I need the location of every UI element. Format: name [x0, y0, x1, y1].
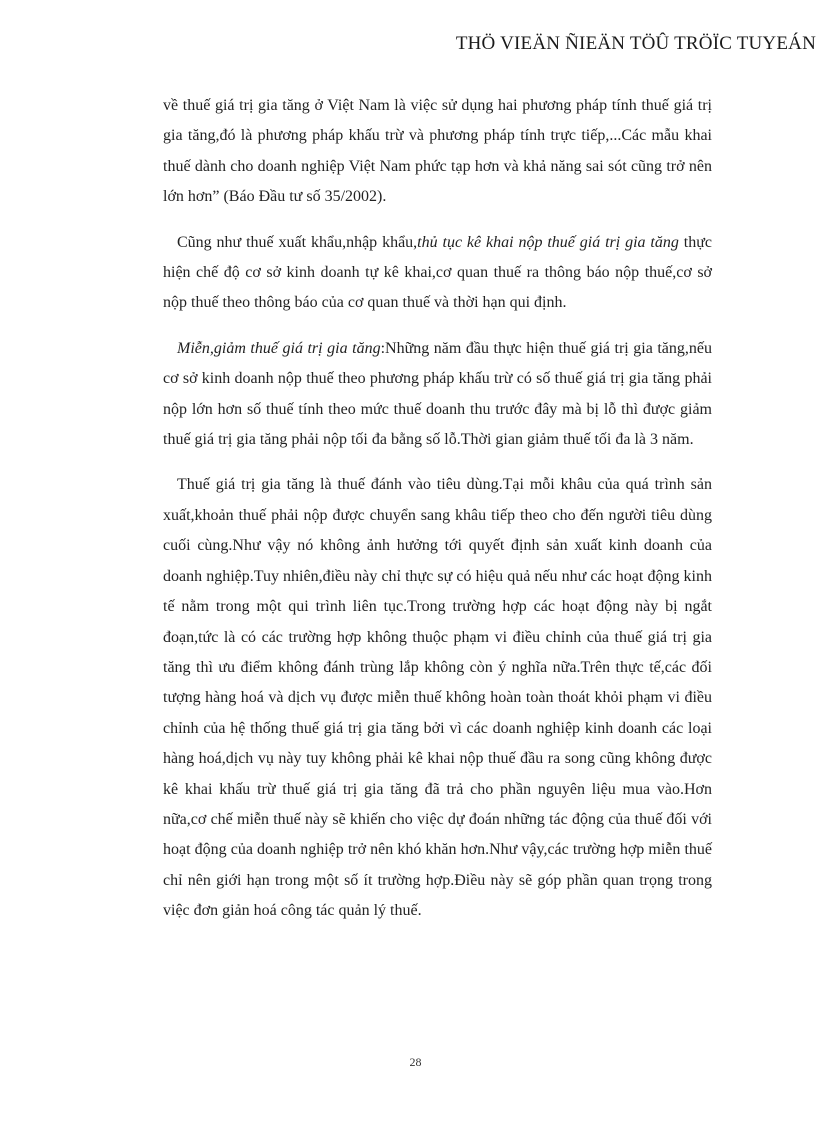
paragraph-lead-text: Cũng như thuế xuất khẩu,nhập khẩu,: [177, 233, 418, 251]
paragraph-body-text: :Những năm đầu thực hiện thuế giá trị gia tăng,nếu cơ sở kinh doanh nộp thuế theo phương pháp khấu trừ có số thuế giá trị gia tăng phải nộp lớn hơn số thuế tính theo mức thuế doanh thu trước đây mà bị lỗ thì được giảm thuế giá trị gia tăng phải nộp tối đa bằng số lỗ.Thời gian giảm thuế tối đa là 3 năm.: [163, 339, 713, 449]
paragraph-italic-term: Miễn,giảm thuế giá trị gia tăng: [177, 339, 381, 357]
paragraph-vat-exemption: [163, 334, 712, 456]
page-number: 28: [409, 1055, 422, 1069]
page-header: THÖ VIEÄN ÑIEÄN TÖÛ TRÖÏC TUYEÁN: [455, 33, 816, 54]
paragraph-vat-methods: về thuế giá trị gia tăng ở Việt Nam là việc sử dụng hai phương pháp tính thuế giá trị gia tăng,đó là phương pháp khấu trừ và phương pháp tính trực tiếp,...Các mẫu khai thuế dành cho doanh nghiệp Việt Nam phức tạp hơn và khả năng sai sót cũng trở nên lớn hơn” (Báo Đầu tư số 35/2002).: [163, 97, 712, 206]
paragraph-body-text: thực hiện chế độ cơ sở kinh doanh tự kê khai,cơ quan thuế ra thông báo nộp thuế,cơ sở nộp thuế theo thông báo của cơ quan thuế và thời hạn qui định.: [163, 233, 712, 312]
paragraph-vat-declaration: [163, 228, 712, 319]
paragraph-italic-term: thủ tục kê khai nộp thuế giá trị gia tăng: [417, 233, 679, 251]
paragraph-vat-consumption: Thuế giá trị gia tăng là thuế đánh vào tiêu dùng.Tại mỗi khâu của quá trình sản xuất,khoản thuế phải nộp được chuyển sang khâu tiếp theo cho đến người tiêu dùng cuối cùng.Như vậy nó không ảnh hưởng tới quyết định sản xuất kinh doanh của doanh nghiệp.Tuy nhiên,điều này chỉ thực sự có hiệu quả nếu như các hoạt động kinh tế nằm trong một qui trình liên tục.Trong trường hợp các hoạt động này bị ngắt đoạn,tức là có các trường hợp không thuộc phạm vi điều chỉnh của thuế giá trị gia tăng thì ưu điểm không đánh trùng lắp không còn ý nghĩa nữa.Trên thực tế,các đối tượng hàng hoá và dịch vụ được miễn thuế không hoàn toàn thoát khỏi phạm vi điều chỉnh của hệ thống thuế giá trị gia tăng bởi vì các doanh nghiệp kinh doanh các loại hàng hoá,dịch vụ này tuy không phải kê khai nộp thuế đầu ra song cũng không được kê khai khấu trừ thuế giá trị gia tăng đã trả cho phần nguyên liệu mua vào.Hơn nữa,cơ chế miễn thuế này sẽ khiến cho việc dự đoán những tác động của thuế đối với hoạt động của doanh nghiệp trở nên khó khăn hơn.Như vậy,các trường hợp miễn thuế chỉ nên giới hạn trong một số ít trường hợp.Điều này sẽ góp phần quan trọng trong việc đơn giản hoá công tác quản lý thuế.: [163, 476, 712, 920]
document-body: [163, 91, 712, 942]
